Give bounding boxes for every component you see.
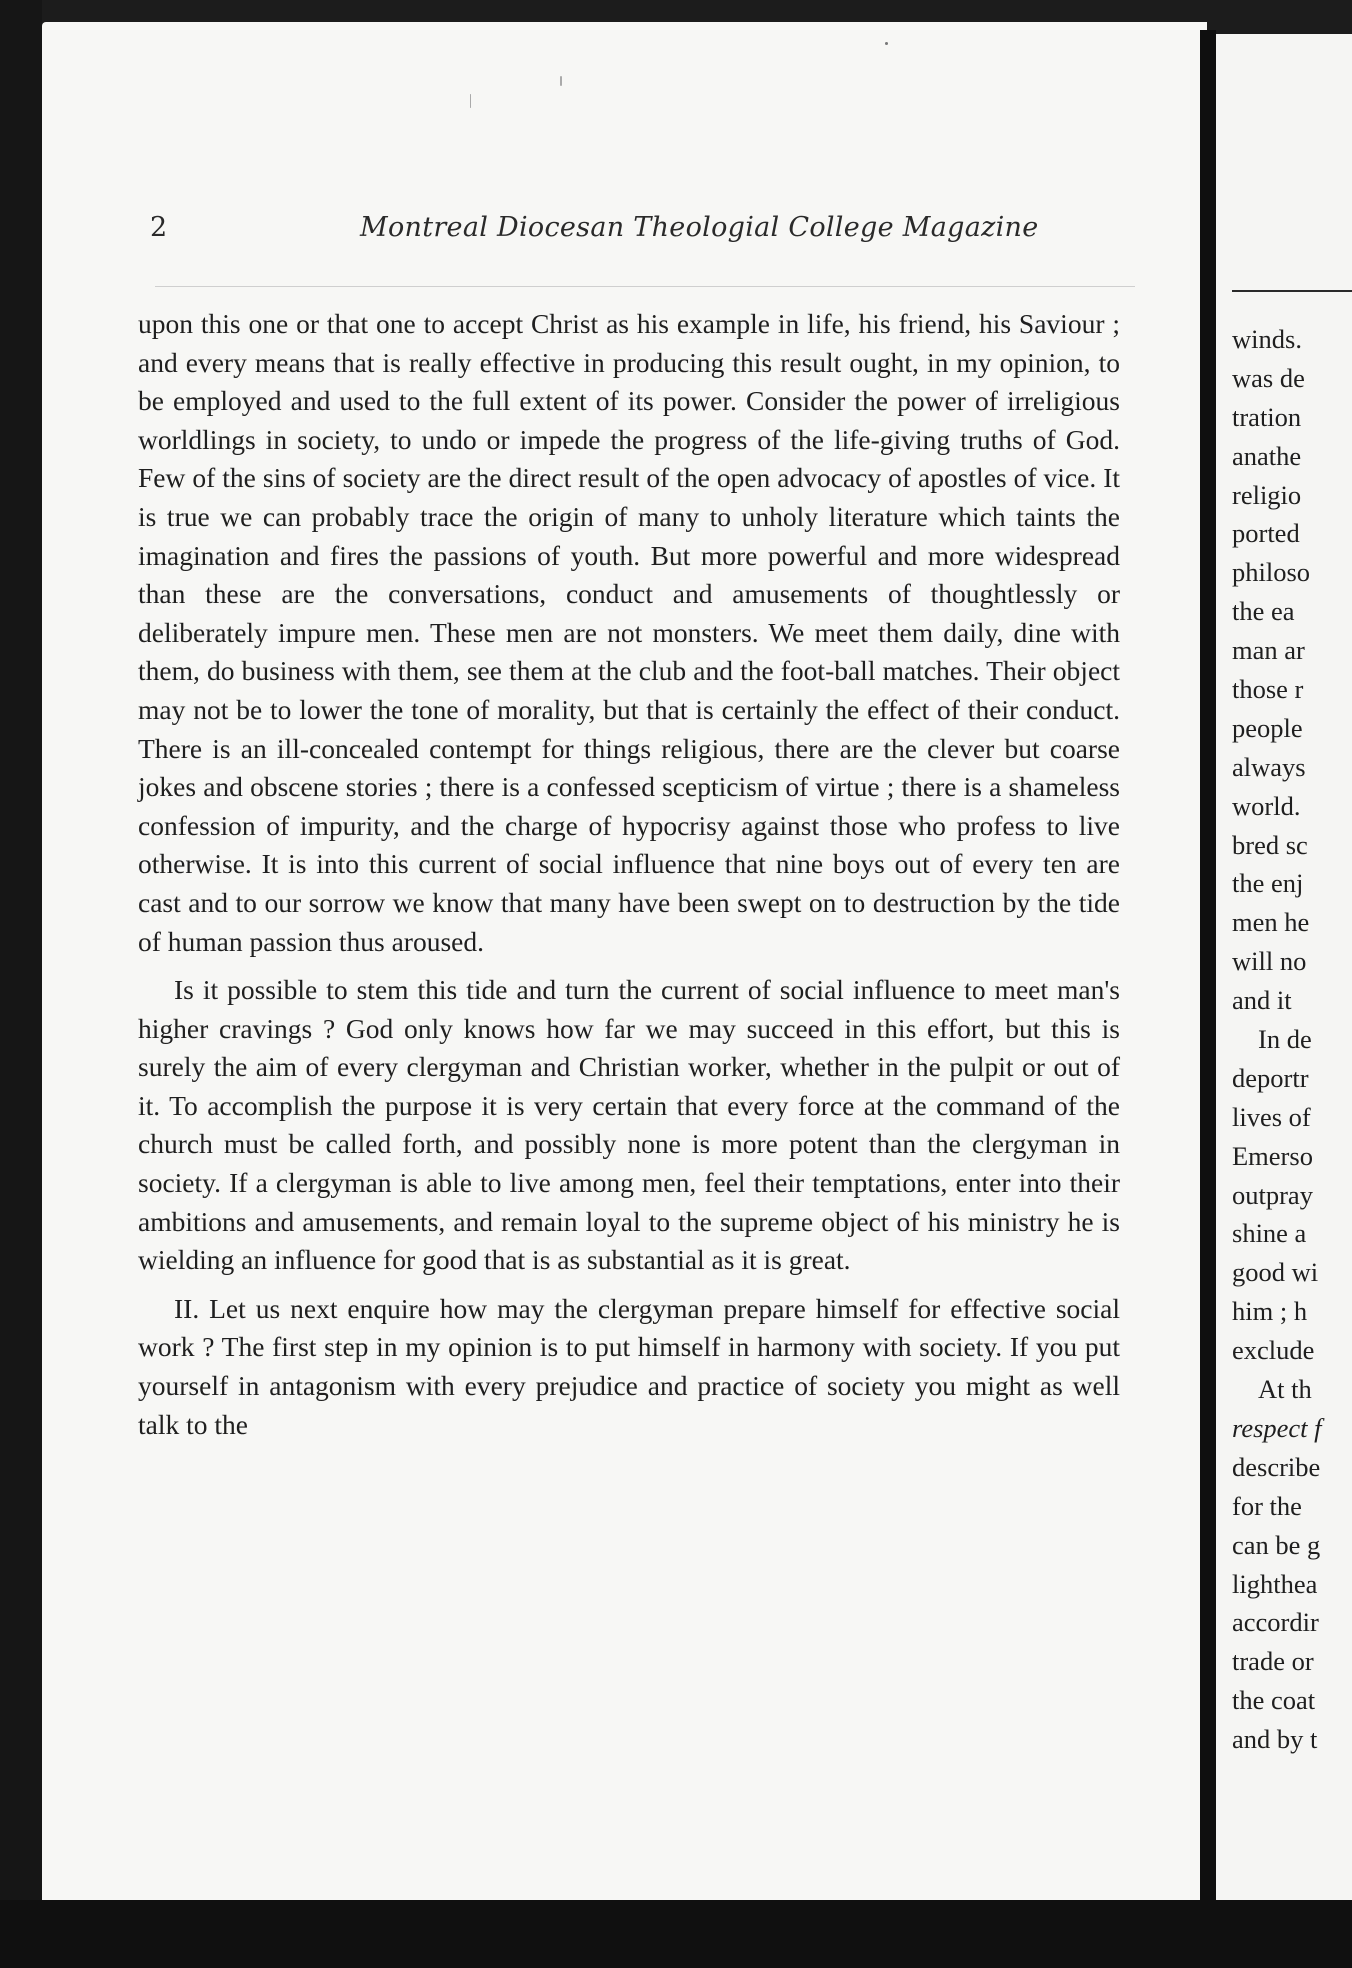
right-page-line: ported [1232, 518, 1300, 549]
page-gutter [1200, 30, 1216, 1910]
dust-speck [560, 76, 562, 86]
right-page-line: winds. [1232, 324, 1302, 354]
right-page-line: Emerso [1232, 1140, 1313, 1171]
right-page-line: good wi [1232, 1257, 1319, 1288]
body-text [138, 305, 1120, 1454]
right-page-line: and it [1232, 985, 1292, 1016]
right-page-line: man ar [1232, 635, 1305, 666]
right-page-line: the ea [1232, 596, 1295, 627]
right-page-line: him ; h [1232, 1296, 1308, 1327]
right-page-line: trade or [1232, 1646, 1314, 1677]
paragraph: II. Let us next enquire how may the clergyman prepare himself for effective social work ? The first step in my opinion is to put himself in harmony with society. If you put yourself in antagonism with every prejudice and practice of society you might as well talk to the [138, 1292, 1120, 1440]
right-page-line: and by t [1232, 1724, 1318, 1755]
right-page-line: tration [1232, 401, 1302, 432]
page-number: 2 [150, 212, 168, 243]
right-page-line: can be g [1232, 1529, 1321, 1560]
right-page-line: was de [1232, 362, 1305, 393]
right-page-line: the coat [1232, 1685, 1316, 1716]
right-page-line: In de [1258, 1024, 1312, 1055]
scan-bottom-border [0, 1900, 1352, 1968]
right-page-line: always [1232, 751, 1306, 782]
right-page-line: philoso [1232, 557, 1311, 588]
scan-left-border [0, 0, 42, 1968]
right-page-line: At th [1258, 1374, 1312, 1405]
right-page-line: accordir [1232, 1607, 1319, 1638]
right-page-line: the enj [1232, 868, 1304, 899]
right-page-line: deportr [1232, 1062, 1309, 1093]
right-page-line: religio [1232, 479, 1302, 510]
right-page-line: those r [1232, 674, 1304, 705]
right-page-line: anathe [1232, 440, 1302, 471]
dust-speck [470, 94, 471, 108]
right-page-line: bred sc [1232, 829, 1308, 860]
right-page-line: respect f [1232, 1412, 1322, 1443]
right-page-line: men he [1232, 907, 1310, 938]
right-page-line: for the [1232, 1490, 1302, 1521]
header-rule [155, 286, 1135, 287]
right-page-line: outpray [1232, 1179, 1313, 1210]
right-page-line: people [1232, 712, 1303, 743]
right-page-line: lightheа [1232, 1568, 1318, 1599]
right-page-line: will no [1232, 946, 1307, 977]
paragraph: upon this one or that one to accept Christ as his example in life, his friend, his Saviour ; and every means that is really effective in producing this result ought, in my opinion, to be employed and used to the full extent of its power. Consider the power of irreligious worldlings in society, to undo or impede the progress of the life-giving truths of God. Few of the sins of society are the direct result of the open advocacy of apostles of vice. It is true we can probably trace the origin of many to unholy literature which taints the imagination and fires the passions of youth. But more powerful and more widespread than these are the conversations, conduct and amusements of thoughtlessly or deliberately impure men. These men are not monsters. We meet them daily, dine with them, do business with them, see them at the club and the foot-ball matches. Their object may not be to lower the tone of morality, but that is certainly the effect of their conduct. There is an ill-concealed contempt for things religious, there are the clever but coarse jokes and obscene stories ; there is a confessed scepticism of virtue ; there is a shameless confession of impurity, and the charge of hypocrisy against those who profess to live otherwise. It is into this current of social influence that nine boys out of every ten are cast and to our sorrow we know that many have been swept on to destruction by the tide of human passion thus aroused. [138, 308, 1120, 957]
right-page-line: lives of [1232, 1101, 1311, 1132]
right-page-line: world. [1232, 790, 1301, 821]
right-page-text [1232, 320, 1352, 1759]
right-page-line: describe [1232, 1451, 1321, 1482]
running-title: Montreal Diocesan Theologial College Magazine [360, 212, 1039, 243]
dust-speck [885, 42, 888, 45]
right-page-line: shine a [1232, 1218, 1307, 1249]
right-page-header-rule [1232, 290, 1352, 292]
paragraph: Is it possible to stem this tide and turn the current of social influence to meet man's higher cravings ? God only knows how far we may succeed in this effort, but this is surely the aim of every clergyman and Christian worker, whether in the pulpit or out of it. To accomplish the purpose it is very certain that every force at the command of the church must be called forth, and possibly none is more potent than the clergyman in society. If a clergyman is able to live among men, feel their temptations, enter into their ambitions and amusements, and remain loyal to the supreme object of his ministry he is wielding an influence for good that is as substantial as it is great. [138, 974, 1120, 1276]
right-page-line: exclude [1232, 1335, 1315, 1366]
